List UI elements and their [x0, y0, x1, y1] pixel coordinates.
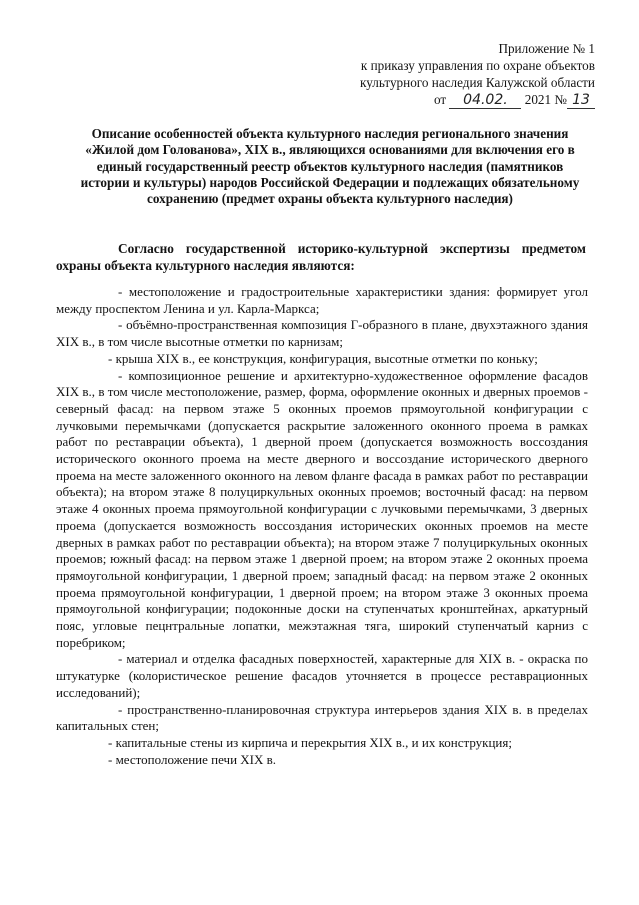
protection-items-list [56, 284, 588, 768]
handwritten-date: 04.02. [449, 93, 521, 109]
list-item: - пространственно-планировочная структура интерьеров здания XIX в. в пределах капитальных стен; [56, 701, 588, 734]
appendix-date-row [295, 91, 595, 109]
list-item: - местоположение и градостроительные характеристики здания: формирует угол между проспектом Ленина и ул. Карла-Маркса; [56, 284, 588, 316]
list-item: - материал и отделка фасадных поверхностей, характерные для XIX в. - окраска по штукатурке (колористическое решение фасадов уточняется в процессе реставрационных исследований); [56, 651, 588, 700]
list-item: - объёмно-пространственная композиция Г-образного в плане, двухэтажного здания XIX в., в том числе высотные отметки по карнизам; [56, 317, 588, 350]
list-item: - капитальные стены из кирпича и перекрытия XIX в., и их конструкция; [108, 734, 512, 750]
year-and-number-label: 2021 № [524, 92, 567, 107]
handwritten-number: 13 [567, 93, 595, 109]
list-item: - композиционное решение и архитектурно-художественное оформление фасадов XIX в., в том числе местоположение, размер, форма, оформление оконных и дверных проемов - северный фасад: на первом этаже 5 оконных проемов прямоугольной конфигурации с лучковыми перемычками (допускается раскрытие заложенного оконного проема в рамках работ по реставрации объекта), 1 дверной проем (допускается возможность воссоздания исторического оконного проема на месте дверного и воссоздание исторического дверного проема на месте заложенного оконного на левом фланге фасада в рамках работ по реставрации объекта); на втором этаже 8 полуциркульных оконных проемов; восточный фасад: на первом этаже 4 оконных проема прямоугольной конфигурации с лучковыми перемычками, 3 дверных проема (допускается возможность воссоздания исторических оконных проемов на месте дверных в рамках работ по реставрации объекта); на втором этаже 7 полуциркульных оконных проемов; южный фасад: на первом этаже 1 дверной проем; на втором этаже 2 оконных проема прямоугольной конфигурации, 1 дверной проем; западный фасад: на первом этаже 2 оконных проема прямоугольной конфигурации, 1 дверной проем; на втором этаже 3 оконных проема прямоугольной конфигурации; подоконные доски на ступенчатых кронштейнах, аркатурный пояс, угловые пецнтральные лопатки, межэтажная тяга, широкий ступенчатый карниз с поребриком; [56, 367, 588, 650]
appendix-header [295, 40, 595, 109]
appendix-number: Приложение № 1 [498, 41, 595, 56]
list-item: - местоположение печи XIX в. [108, 751, 277, 767]
date-prefix: от [433, 92, 447, 107]
list-item: - крыша XIX в., ее конструкция, конфигурация, высотные отметки по коньку; [108, 350, 538, 366]
appendix-order-ref: к приказу управления по охране объектов [360, 58, 595, 73]
appendix-authority: культурного наследия Калужской области [360, 75, 595, 90]
document-title: Описание особенностей объекта культурного наследия регионального значения «Жилой дом Голованова», XIX в., являющихся основаниями для включения его в единый государственный реестр объектов культурного наследия (памятников истории и культуры) народов Российской Федерации и подлежащих обязательному сохранению (предмет охраны объекта культурного наследия) [80, 126, 580, 207]
document-subtitle: Согласно государственной историко-культурной экспертизы предметом охраны объекта культурного наследия являются: [56, 241, 586, 273]
